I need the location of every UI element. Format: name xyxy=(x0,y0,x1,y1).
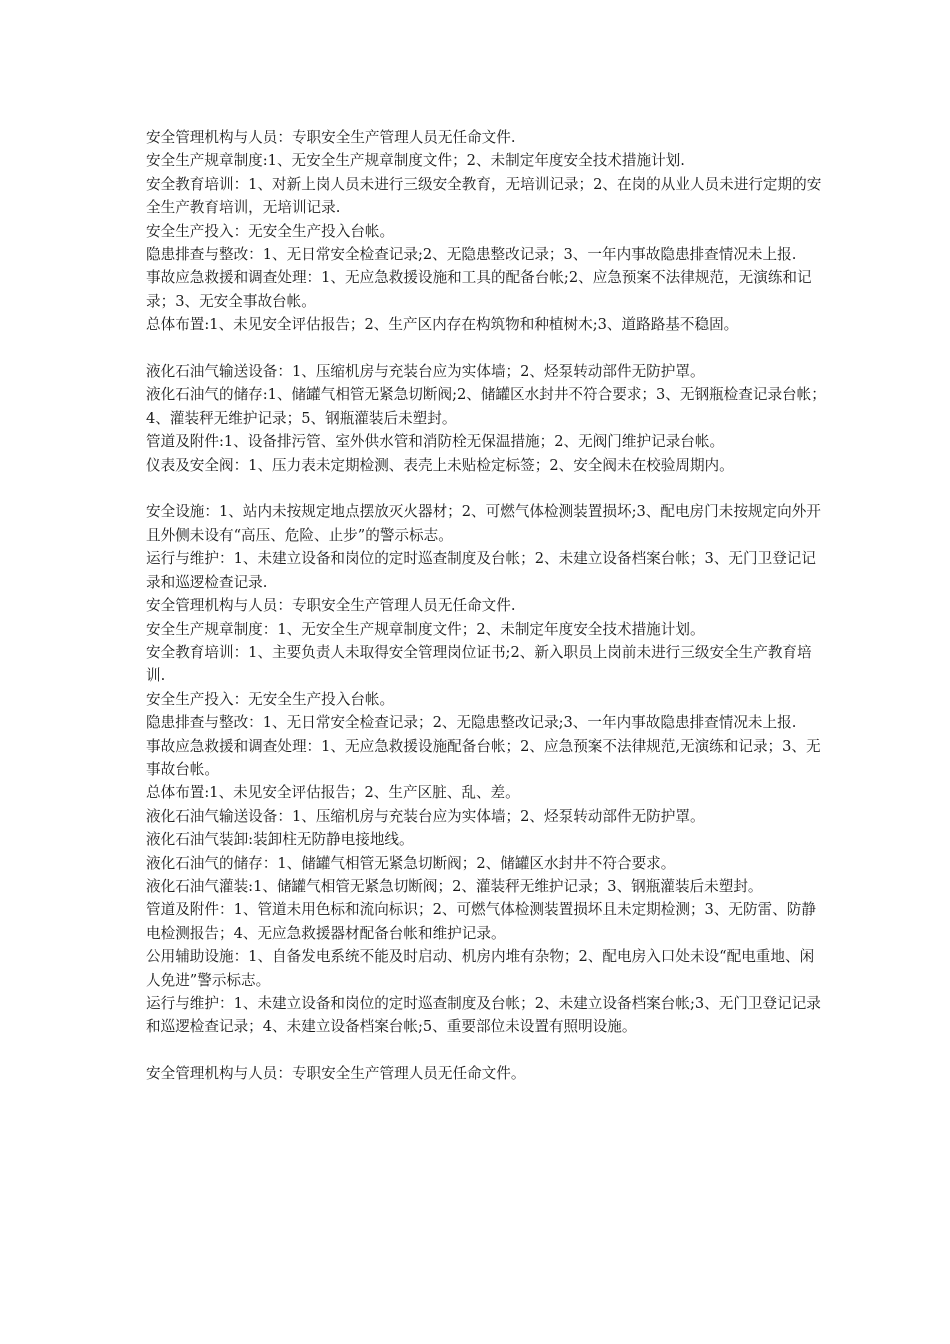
paragraph-s3-5: 安全教育培训：1、主要负责人未取得安全管理岗位证书;2、新入职员上岗前未进行三级安全生产教育培训. xyxy=(146,643,812,685)
paragraph-s1-1: 安全管理机构与人员：专职安全生产管理人员无任命文件. xyxy=(146,129,516,146)
paragraph-s1-3: 安全教育培训：1、对新上岗人员未进行三级安全教育，无培训记录；2、在岗的从业人员未进行定期的安全生产教育培训，无培训记录. xyxy=(146,175,822,217)
paragraph-s3-12: 液化石油气的储存：1、储罐气相管无紧急切断阀；2、储罐区水封井不符合要求。 xyxy=(146,854,676,872)
paragraph-s3-10: 液化石油气输送设备：1、压缩机房与充装台应为实体墙；2、烃泵转动部件无防护罩。 xyxy=(146,807,705,825)
paragraph-s3-4: 安全生产规章制度：1、无安全生产规章制度文件；2、未制定年度安全技术措施计划。 xyxy=(146,620,705,638)
paragraph-s2-2: 液化石油气的储存:1、储罐气相管无紧急切断阀;2、储罐区水封井不符合要求；3、无钢瓶检查记录台帐；4、灌装秤无维护记录；5、钢瓶灌装后未塑封。 xyxy=(146,386,826,427)
document-body xyxy=(146,126,826,1086)
paragraph-s3-7: 隐患排查与整改：1、无日常安全检查记录；2、无隐患整改记录;3、一年内事故隐患排查情况未上报. xyxy=(146,714,797,732)
paragraph-s3-11: 液化石油气装卸:装卸柱无防静电接地线。 xyxy=(146,831,414,849)
paragraph-s2-1: 液化石油气输送设备：1、压缩机房与充装台应为实体墙；2、烃泵转动部件无防护罩。 xyxy=(146,363,705,381)
paragraph-s3-13: 液化石油气灌装:1、储罐气相管无紧急切断阀；2、灌装秤无维护记录；3、钢瓶灌装后未塑封。 xyxy=(146,877,763,895)
paragraph-s1-2: 安全生产规章制度:1、无安全生产规章制度文件；2、未制定年度安全技术措施计划. xyxy=(146,152,685,170)
paragraph-s3-14: 管道及附件：1、管道未用色标和流向标识；2、可燃气体检测装置损坏且未定期检测；3、无防雷、防静电检测报告；4、无应急救援器材配备台帐和维护记录。 xyxy=(146,901,816,942)
paragraph-s1-4: 安全生产投入：无安全生产投入台帐。 xyxy=(146,222,395,240)
paragraph-s1-6: 事故应急救援和调查处理：1、无应急救援设施和工具的配备台帐;2、应急预案不法律规范，无演练和记录；3、无安全事故台帐。 xyxy=(146,269,812,310)
paragraph-s4-1: 安全管理机构与人员：专职安全生产管理人员无任命文件。 xyxy=(146,1065,526,1083)
blank-line xyxy=(146,1039,826,1062)
blank-line xyxy=(146,337,826,360)
paragraph-s3-2: 运行与维护：1、未建立设备和岗位的定时巡查制度及台帐；2、未建立设备档案台帐；3、无门卫登记记录和巡逻检查记录. xyxy=(146,550,816,591)
paragraph-s1-7: 总体布置:1、未见安全评估报告；2、生产区内存在构筑物和种植树木;3、道路路基不稳固。 xyxy=(146,316,739,334)
paragraph-s3-15: 公用辅助设施：1、自备发电系统不能及时启动、机房内堆有杂物；2、配电房入口处未设“配电重地、闲人免进”警示标志。 xyxy=(146,948,815,989)
paragraph-s1-5: 隐患排查与整改：1、无日常安全检查记录;2、无隐患整改记录；3、一年内事故隐患排查情况未上报. xyxy=(146,246,797,264)
paragraph-s3-8: 事故应急救援和调查处理：1、无应急救援设施配备台帐；2、应急预案不法律规范,无演练和记录；3、无事故台帐。 xyxy=(146,737,821,778)
paragraph-s3-16: 运行与维护：1、未建立设备和岗位的定时巡查制度及台帐；2、未建立设备档案台帐;3、无门卫登记记录和巡逻检查记录；4、未建立设备档案台帐;5、重要部位未设置有照明设施。 xyxy=(146,995,821,1036)
paragraph-s2-3: 管道及附件:1、设备排污管、室外供水管和消防栓无保温措施；2、无阀门维护记录台帐。 xyxy=(146,433,725,451)
paragraph-s3-1: 安全设施：1、站内未按规定地点摆放灭火器材；2、可燃气体检测装置损坏;3、配电房门未按规定向外开且外侧未设有“高压、危险、止步”的警示标志。 xyxy=(146,503,821,544)
paragraph-s3-9: 总体布置:1、未见安全评估报告；2、生产区脏、乱、差。 xyxy=(146,784,520,802)
paragraph-s3-3: 安全管理机构与人员：专职安全生产管理人员无任命文件. xyxy=(146,597,516,615)
blank-line xyxy=(146,477,826,500)
paragraph-s3-6: 安全生产投入：无安全生产投入台帐。 xyxy=(146,690,395,708)
paragraph-s2-4: 仪表及安全阀：1、压力表未定期检测、表壳上未贴检定标签；2、安全阀未在校验周期内。 xyxy=(146,456,734,474)
